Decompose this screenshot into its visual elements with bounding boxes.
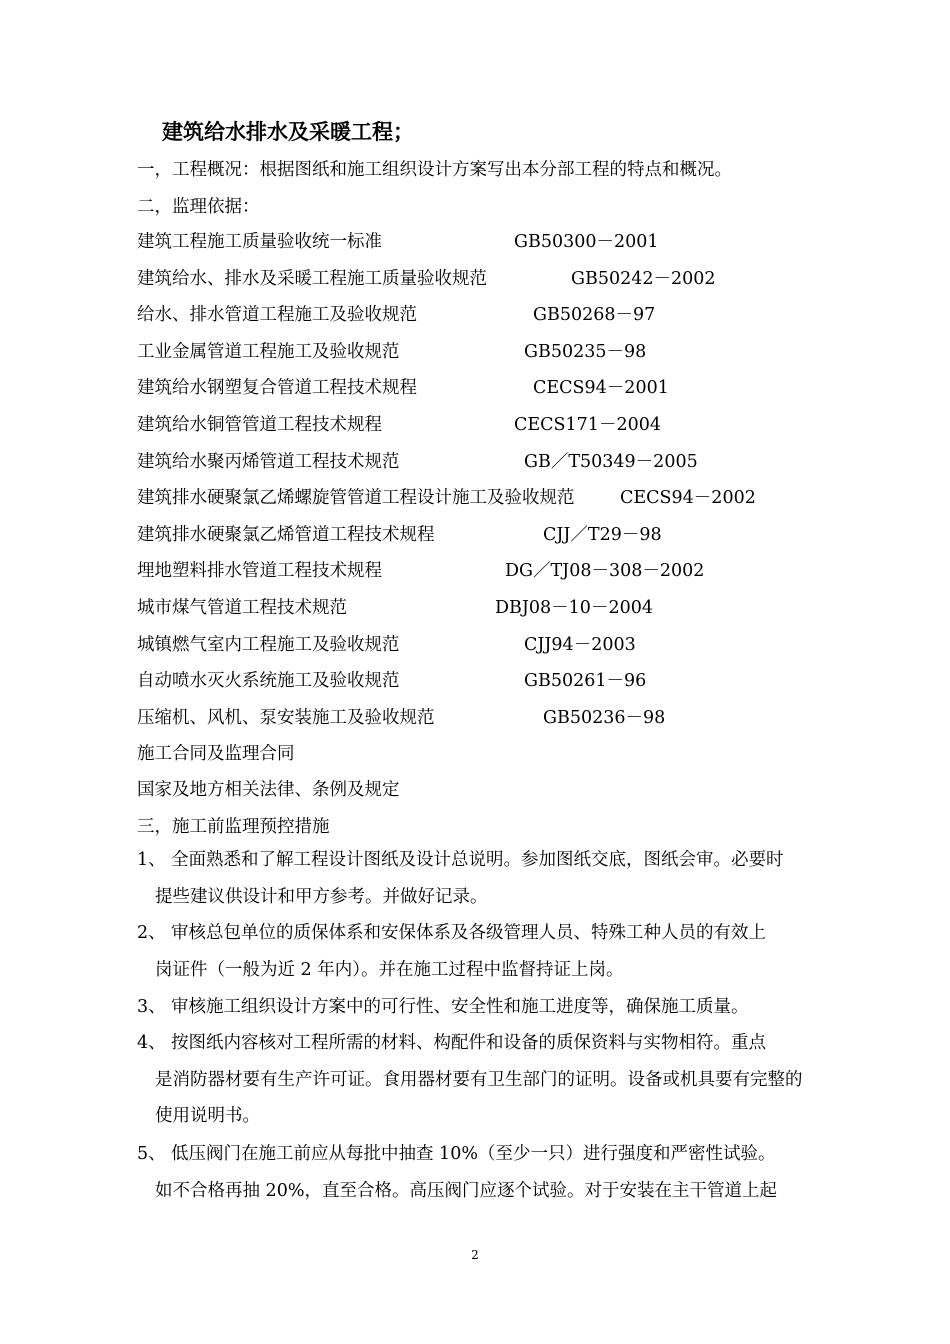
- measure-item: [137, 1025, 817, 1135]
- standard-name: 埋地塑料排水管道工程技术规程: [137, 561, 382, 582]
- measure-text-continued: 岗证件（一般为近 2 年内）。并在施工过程中监督持证上岗。: [155, 959, 624, 980]
- measure-text-continued: 是消防器材要有生产许可证。食用器材要有卫生部门的证明。设备或机具要有完整的使用说明书。: [155, 1069, 803, 1126]
- measure-item: [137, 915, 817, 988]
- page-title: 建筑给水排水及采暖工程；: [162, 120, 414, 144]
- standard-name: 城镇燃气室内工程施工及验收规范: [137, 634, 400, 655]
- standard-code: GB50300－2001: [514, 232, 659, 252]
- standard-code: GB50235－98: [524, 341, 647, 362]
- standard-code: GB50268－97: [533, 305, 656, 326]
- standard-name: 工业金属管道工程施工及验收规范: [137, 341, 400, 362]
- standard-name: 给水、排水管道工程施工及验收规范: [137, 305, 417, 326]
- standard-code: GB50236－98: [543, 707, 666, 728]
- measure-text: 全面熟悉和了解工程设计图纸及设计总说明。参加图纸交底，图纸会审。必要时: [171, 850, 784, 870]
- standard-name: 城市煤气管道工程技术规范: [137, 598, 347, 618]
- measure-text: 审核总包单位的质保体系和安保体系及各级管理人员、特殊工种人员的有效上: [171, 923, 766, 943]
- section-precontrol-heading: 三，施工前监理预控措施: [137, 817, 330, 837]
- standard-name: 自动喷水灭火系统施工及验收规范: [137, 671, 400, 692]
- standard-name: 建筑排水硬聚氯乙烯螺旋管管道工程设计施工及验收规范: [137, 488, 575, 509]
- standard-code: CJJ94－2003: [524, 634, 636, 655]
- standard-code: CECS171－2004: [514, 415, 661, 435]
- section-basis-heading: 二，监理依据：: [137, 197, 260, 217]
- measure-text: 低压阀门在施工前应从每批中抽查 10%（至少一只）进行强度和严密性试验。: [171, 1144, 776, 1164]
- measure-number: 2、: [137, 923, 166, 943]
- standard-code: DBJ08－10－2004: [495, 598, 653, 618]
- standard-name: 建筑工程施工质量验收统一标准: [137, 232, 382, 252]
- standard-code: CECS94－2001: [533, 378, 669, 399]
- measure-text-continued: 如不合格再抽 20%，直至合格。高压阀门应逐个试验。对于安装在主干管道上起: [155, 1180, 777, 1201]
- standard-name: 建筑给水钢塑复合管道工程技术规程: [137, 378, 417, 399]
- measure-text-continued: 提些建议供设计和甲方参考。并做好记录。: [155, 886, 488, 907]
- measure-item: [137, 842, 817, 915]
- measure-number: 1、: [137, 850, 166, 870]
- extra-basis-law: 国家及地方相关法律、条例及规定: [137, 780, 400, 800]
- standard-code: GB50261－96: [524, 671, 647, 692]
- standard-code: GB／T50349－2005: [524, 451, 698, 472]
- page-number: 2: [471, 1248, 479, 1262]
- measure-number: 4、: [137, 1033, 166, 1053]
- standard-name: 建筑给水、排水及采暖工程施工质量验收规范: [137, 268, 487, 289]
- standard-name: 建筑给水聚丙烯管道工程技术规范: [137, 451, 400, 472]
- extra-basis-contract: 施工合同及监理合同: [137, 744, 295, 764]
- section-overview: 一，工程概况：根据图纸和施工组织设计方案写出本分部工程的特点和概况。: [137, 160, 732, 180]
- measure-item: [137, 1136, 817, 1209]
- standard-name: 建筑排水硬聚氯乙烯管道工程技术规程: [137, 524, 435, 545]
- measure-text: 审核施工组织设计方案中的可行性、安全性和施工进度等，确保施工质量。: [171, 997, 749, 1017]
- standard-code: GB50242－2002: [571, 268, 716, 289]
- measure-number: 5、: [137, 1144, 166, 1164]
- standard-code: CJJ／T29－98: [543, 524, 662, 545]
- standard-code: DG／TJ08－308－2002: [505, 561, 705, 582]
- standard-name: 建筑给水铜管管道工程技术规程: [137, 415, 382, 435]
- standard-name: 压缩机、风机、泵安装施工及验收规范: [137, 707, 435, 728]
- measure-number: 3、: [137, 997, 166, 1017]
- measure-text: 按图纸内容核对工程所需的材料、构配件和设备的质保资料与实物相符。重点: [171, 1033, 766, 1053]
- standard-code: CECS94－2002: [620, 488, 756, 509]
- measure-item: [137, 989, 817, 1026]
